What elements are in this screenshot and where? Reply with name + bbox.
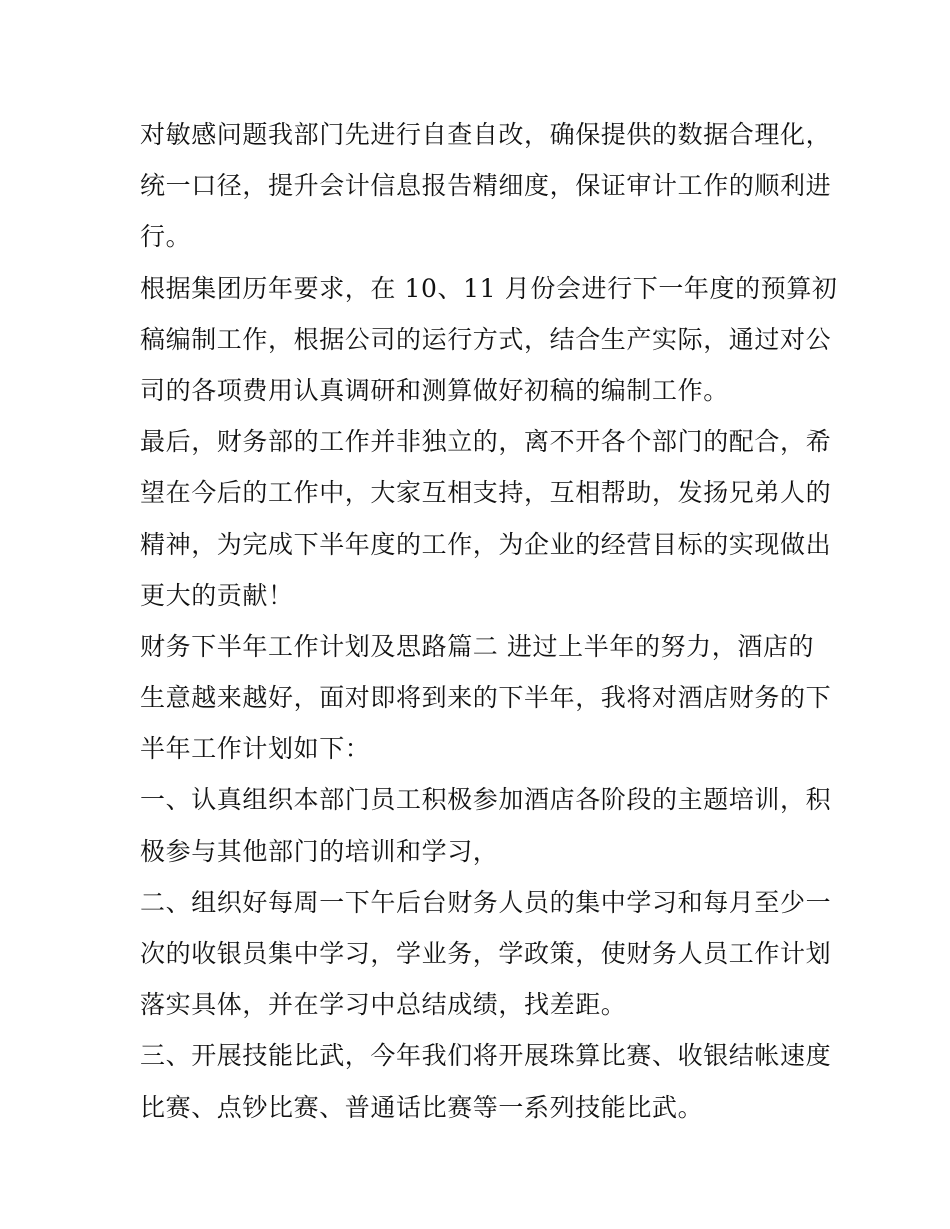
paragraph-item-three <box>140 1030 832 1132</box>
paragraph-self-audit <box>140 109 832 263</box>
text-line: 半年工作计划如下： <box>140 734 371 764</box>
text-line: 次的收银员集中学习，学业务，学政策，使财务人员工作计划 <box>140 939 832 968</box>
paragraph-conclusion <box>140 416 832 621</box>
text-line: 稿编制工作，根据公司的运行方式，结合生产实际，通过对公 <box>140 324 832 354</box>
text-line: 统一口径，提升会计信息报告精细度，保证审计工作的顺利进 <box>140 171 832 201</box>
text-line: 二、组织好每周一下午后台财务人员的集中学习和每月至少一 <box>140 887 832 917</box>
paragraph-plan-intro <box>140 621 832 775</box>
text-line: 三、开展技能比武，今年我们将开展珠算比赛、收银结帐速度 <box>140 1041 832 1071</box>
document-body <box>140 109 838 1133</box>
text-line: 司的各项费用认真调研和测算做好初稿的编制工作。 <box>140 375 729 405</box>
text-line: 对敏感问题我部门先进行自查自改，确保提供的数据合理化， <box>140 120 832 149</box>
text-line: 落实具体，并在学习中总结成绩，找差距。 <box>140 990 627 1020</box>
text-line: 最后，财务部的工作并非独立的，离不开各个部门的配合，希 <box>140 427 832 457</box>
text-line: 更大的贡献！ <box>140 580 294 610</box>
text-line: 行。 <box>140 222 192 252</box>
text-line: 比赛、点钞比赛、普通话比赛等一系列技能比武。 <box>140 1092 704 1122</box>
paragraph-item-one <box>140 774 832 876</box>
text-line: 精神，为完成下半年度的工作，为企业的经营目标的实现做出 <box>140 529 832 559</box>
paragraph-budget-draft <box>140 263 838 417</box>
text-line: 一、认真组织本部门员工积极参加酒店各阶段的主题培训，积 <box>140 785 832 815</box>
text-line: 根据集团历年要求，在 10、11 月份会进行下一年度的预算初 <box>140 273 838 303</box>
text-line: 极参与其他部门的培训和学习， <box>140 836 499 866</box>
paragraph-item-two <box>140 877 832 1031</box>
text-line: 望在今后的工作中，大家互相支持，互相帮助，发扬兄弟人的 <box>140 478 832 508</box>
text-line: 财务下半年工作计划及思路篇二 进过上半年的努力，酒店的 <box>140 631 815 661</box>
text-line: 生意越来越好，面对即将到来的下半年，我将对酒店财务的下 <box>140 683 832 713</box>
